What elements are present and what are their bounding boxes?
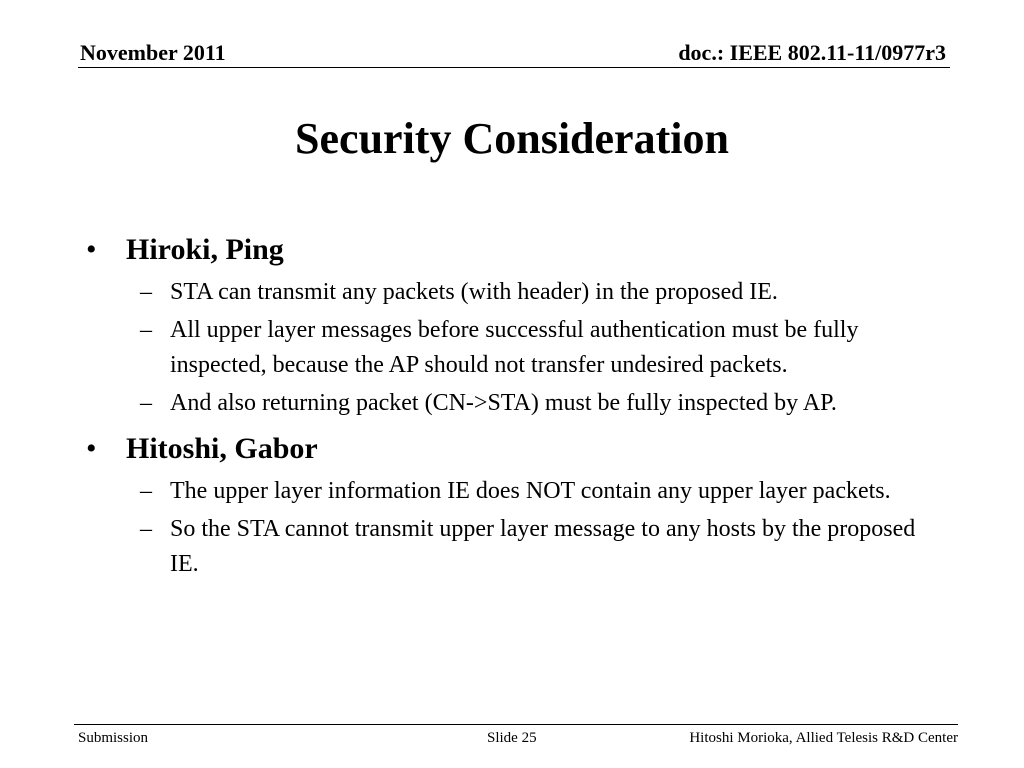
- sub-bullet-text: The upper layer information IE does NOT contain any upper layer packets.: [170, 478, 891, 504]
- sub-bullet-list: [86, 275, 946, 421]
- dash-marker: –: [140, 317, 152, 343]
- header-doc-id: doc.: IEEE 802.11-11/0977r3: [678, 40, 946, 65]
- sub-bullet-text: All upper layer messages before successful authentication must be fully inspected, because the AP should not transfer undesired packets.: [170, 317, 859, 378]
- sub-bullet-text: And also returning packet (CN->STA) must be fully inspected by AP.: [170, 390, 837, 416]
- bullet-heading: [86, 431, 946, 467]
- sub-bullet-text: STA can transmit any packets (with header) in the proposed IE.: [170, 279, 778, 305]
- footer-slide-number: Slide 25: [487, 730, 537, 746]
- sub-bullet-text: So the STA cannot transmit upper layer message to any hosts by the proposed IE.: [170, 516, 916, 577]
- slide-content: [86, 232, 946, 592]
- footer-author: Hitoshi Morioka, Allied Telesis R&D Center: [689, 730, 958, 746]
- bullet-heading-text: Hiroki, Ping: [126, 233, 284, 266]
- sub-bullet-item: [86, 275, 946, 310]
- header-date: November 2011: [80, 40, 226, 65]
- sub-bullet-item: [86, 386, 946, 421]
- slide-title: Security Consideration: [295, 114, 729, 163]
- sub-bullet-item: [86, 313, 946, 383]
- dash-marker: –: [140, 279, 152, 305]
- dash-marker: –: [140, 516, 152, 542]
- footer-submission: Submission: [78, 730, 149, 746]
- dash-marker: –: [140, 390, 152, 416]
- footer-divider: [74, 724, 958, 725]
- bullet-heading-text: Hitoshi, Gabor: [126, 432, 318, 465]
- dash-marker: –: [140, 478, 152, 504]
- header-divider: [78, 67, 950, 68]
- bullet-marker: •: [86, 432, 97, 465]
- bullet-marker: •: [86, 233, 97, 266]
- sub-bullet-item: [86, 474, 946, 509]
- sub-bullet-item: [86, 512, 946, 582]
- bullet-heading: [86, 232, 946, 268]
- sub-bullet-list: [86, 474, 946, 582]
